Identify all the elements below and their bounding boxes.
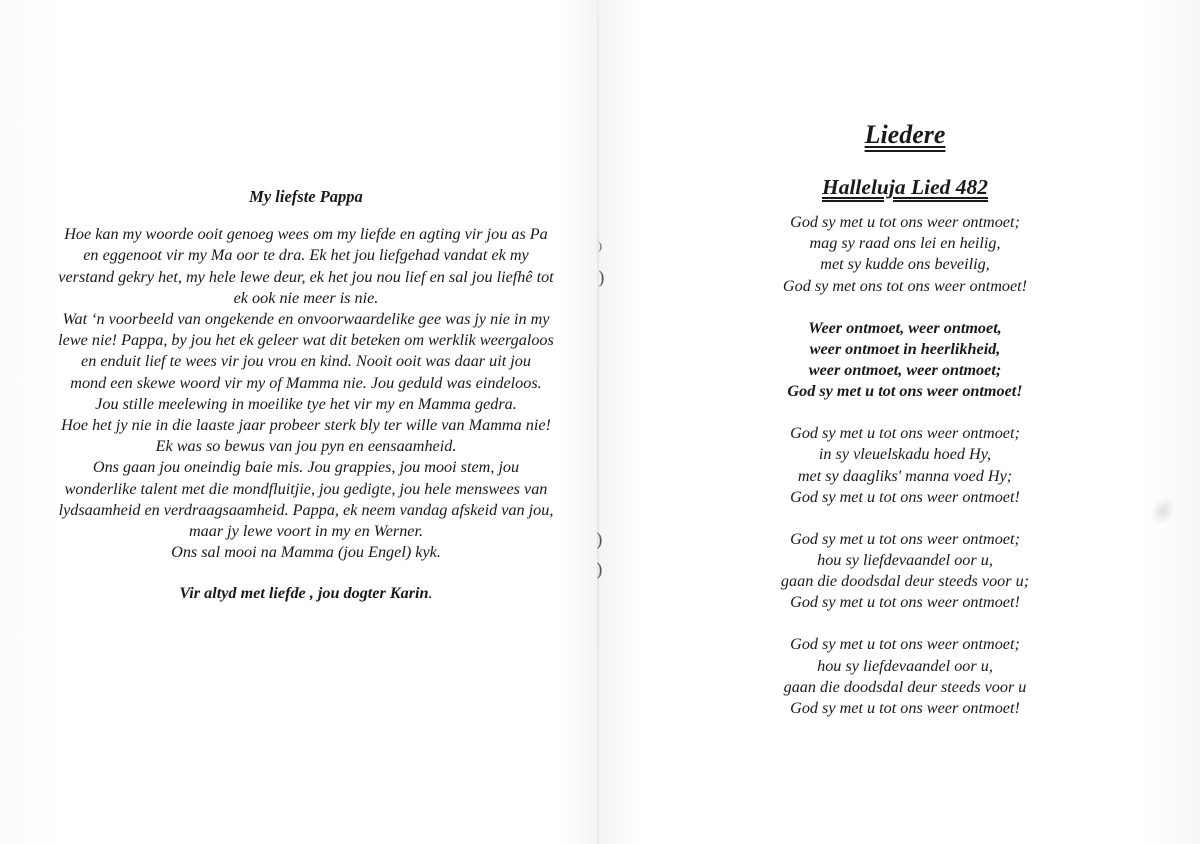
stanza-line: met sy daagliks' manna voed Hy; [797,466,1013,485]
letter-signoff [36,583,576,604]
stanza-line: weer ontmoet in heerlikheid, [809,339,1001,358]
staple-mark: ) [596,530,604,551]
letter-line: mond een skewe woord vir my of Mamma nie. Jou geduld was eindeloos. [70,373,542,392]
letter-page [36,186,576,621]
page-fold [597,0,599,844]
letter-line: Jou stille meelewing in moeilike tye het vir my en Mamma gedra. [95,394,517,413]
letter-line: en enduit lief te wees vir jou vrou en kind. Nooit ooit was daar uit jou [81,352,531,371]
hymn-stanza [690,212,1120,297]
stanza-line: God sy met u tot ons weer ontmoet! [790,699,1020,718]
stanza-line: God sy met u tot ons weer ontmoet; [790,635,1020,654]
letter-line: Hoe het jy nie in die laaste jaar probeer sterk bly ter wille van Mamma nie! [61,416,551,435]
letter-line: Ons sal mooi na Mamma (jou Engel) kyk. [171,543,441,562]
stanza-line: God sy met u tot ons weer ontmoet! [787,382,1023,401]
stanza-line: weer ontmoet, weer ontmoet; [808,361,1002,380]
stanza-line: God sy met u tot ons weer ontmoet! [790,593,1020,612]
stanza-line: Weer ontmoet, weer ontmoet, [808,318,1002,337]
stanza-line: hou sy liefdevaandel oor u, [817,551,993,570]
songs-title: Liedere [864,120,946,149]
hymn-stanza [690,634,1120,719]
letter-line: Wat ‘n voorbeeld van ongekende en onvoorwaardelike gee was jy nie in my [62,310,550,329]
stanza-line: in sy vleuelskadu hoed Hy, [818,445,992,464]
letter-line: wonderlike talent met die mondfluitjie, jou gedigte, jou hele menswees van [64,479,548,498]
hymn-stanzas [690,212,1120,719]
stanza-line: God sy met u tot ons weer ontmoet; [790,213,1020,231]
stanza-line: gaan die doodsdal deur steeds voor u [783,677,1027,696]
letter-line: Ek was so bewus van jou pyn en eensaamheid. [155,437,457,456]
staple-mark: ) [596,560,604,581]
hymn-title: Halleluja Lied 482 [821,175,989,199]
stanza-line: gaan die doodsdal deur steeds voor u; [780,572,1030,591]
stanza-line: God sy met u tot ons weer ontmoet! [790,487,1020,506]
letter-body [36,224,576,563]
stanza-line: God sy met ons tot ons weer ontmoet! [782,276,1028,295]
letter-line: lewe nie! Pappa, by jou het ek geleer wat dit beteken om werklik weergaloos [58,331,554,350]
signoff-text: Vir altyd met liefde , jou dogter Karin [179,584,429,603]
letter-line: en eggenoot vir my Ma oor te dra. Ek het jou liefgehad vandat ek my [83,246,529,265]
letter-line: Ons gaan jou oneindig baie mis. Jou grappies, jou mooi stem, jou [92,458,520,477]
signoff-period: . [428,584,433,603]
stanza-line: met sy kudde ons beveilig, [820,255,990,274]
letter-line: Hoe kan my woorde ooit genoeg wees om my liefde en agting vir jou as Pa [64,225,548,244]
stanza-line: mag sy raad ons lei en heilig, [809,234,1001,253]
letter-line: maar jy lewe voort in my en Werner. [188,522,424,541]
hymn-chorus [690,318,1120,403]
songs-page [690,118,1120,740]
staple-mark: ) [598,268,606,289]
letter-line: verstand gekry het, my hele lewe deur, ek het jou nou lief en sal jou liefhê tot [58,267,554,286]
letter-line: lydsaamheid en verdraagsaamheid. Pappa, ek neem vandag afskeid van jou, [58,500,554,519]
staple-mark: ⁾ [598,240,603,261]
letter-heading: My liefste Pappa [249,187,363,206]
hymn-stanza [690,423,1120,508]
stanza-line: hou sy liefdevaandel oor u, [817,656,993,675]
hymn-stanza [690,529,1120,614]
letter-line: ek ook nie meer is nie. [233,288,379,307]
stanza-line: God sy met u tot ons weer ontmoet; [790,529,1020,548]
paper-smudge [1146,493,1180,530]
stanza-line: God sy met u tot ons weer ontmoet; [790,424,1020,443]
